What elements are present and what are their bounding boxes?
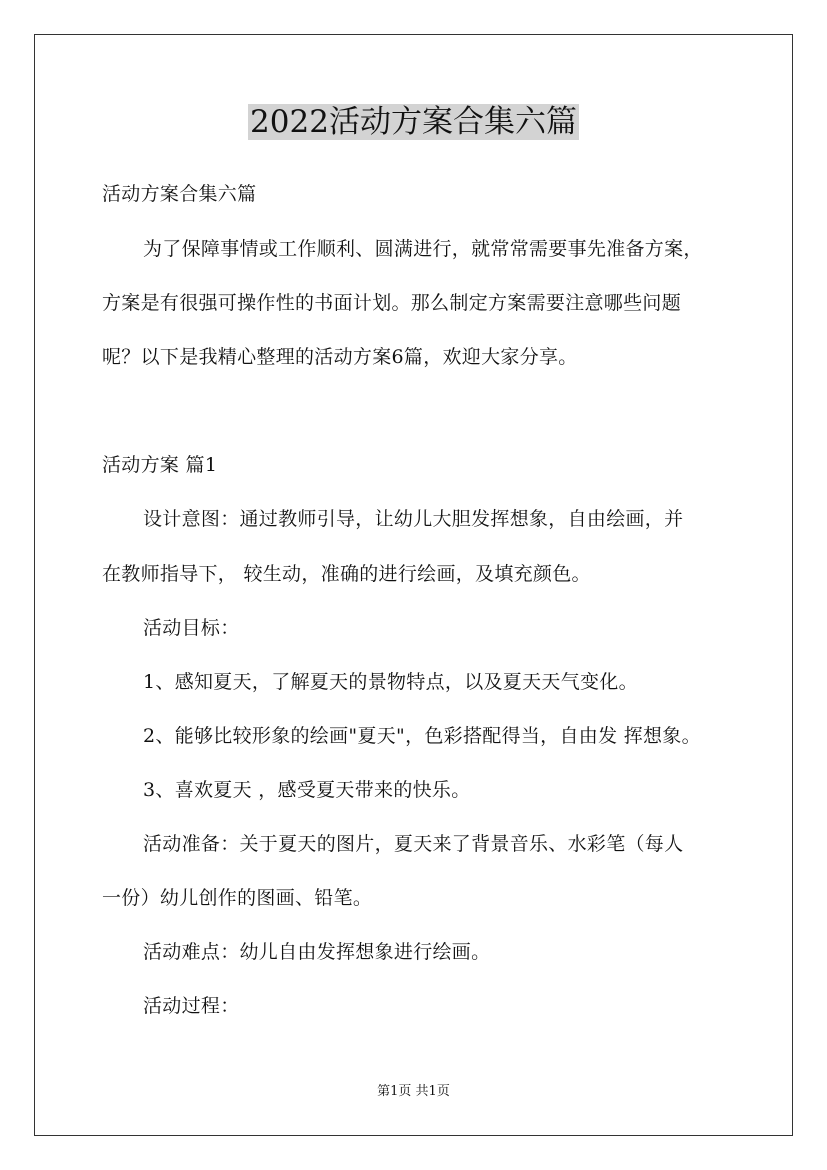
goal-item-2: 2、能够比较形象的绘画"夏天"，色彩搭配得当，自由发 挥想象。 — [143, 725, 701, 747]
design-intent-line-2: 在教师指导下， 较生动，准确的进行绘画，及填充颜色。 — [102, 563, 591, 585]
intro-line-1: 为了保障事情或工作顺利、圆满进行，就常常需要事先准备方案， — [143, 238, 703, 260]
design-intent-line-1: 设计意图：通过教师引导，让幼儿大胆发挥想象，自由绘画，并 — [143, 508, 684, 530]
process-label: 活动过程： — [143, 995, 240, 1017]
intro-line-2: 方案是有很强可操作性的书面计划。那么制定方案需要注意哪些问题 — [102, 292, 682, 314]
section-heading: 活动方案 篇1 — [102, 454, 218, 476]
document-title-text: 2022活动方案合集六篇 — [250, 104, 577, 140]
goal-item-1: 1、感知夏天，了解夏天的景物特点，以及夏天天气变化。 — [143, 671, 638, 693]
intro-line-3: 呢？以下是我精心整理的活动方案6篇，欢迎大家分享。 — [102, 346, 578, 368]
goal-item-3: 3、喜欢夏天 ，感受夏天带来的快乐。 — [143, 779, 471, 801]
page-footer: 第1页 共1页 — [377, 1084, 450, 1099]
preparation-line-1: 活动准备：关于夏天的图片，夏天来了背景音乐、水彩笔（每人 — [143, 833, 684, 855]
goals-label: 活动目标： — [143, 617, 240, 639]
document-title — [0, 100, 827, 144]
difficulty-line: 活动难点：幼儿自由发挥想象进行绘画。 — [143, 941, 491, 963]
preparation-line-2: 一份）幼儿创作的图画、铅笔。 — [102, 887, 373, 909]
document-subtitle: 活动方案合集六篇 — [102, 183, 257, 205]
